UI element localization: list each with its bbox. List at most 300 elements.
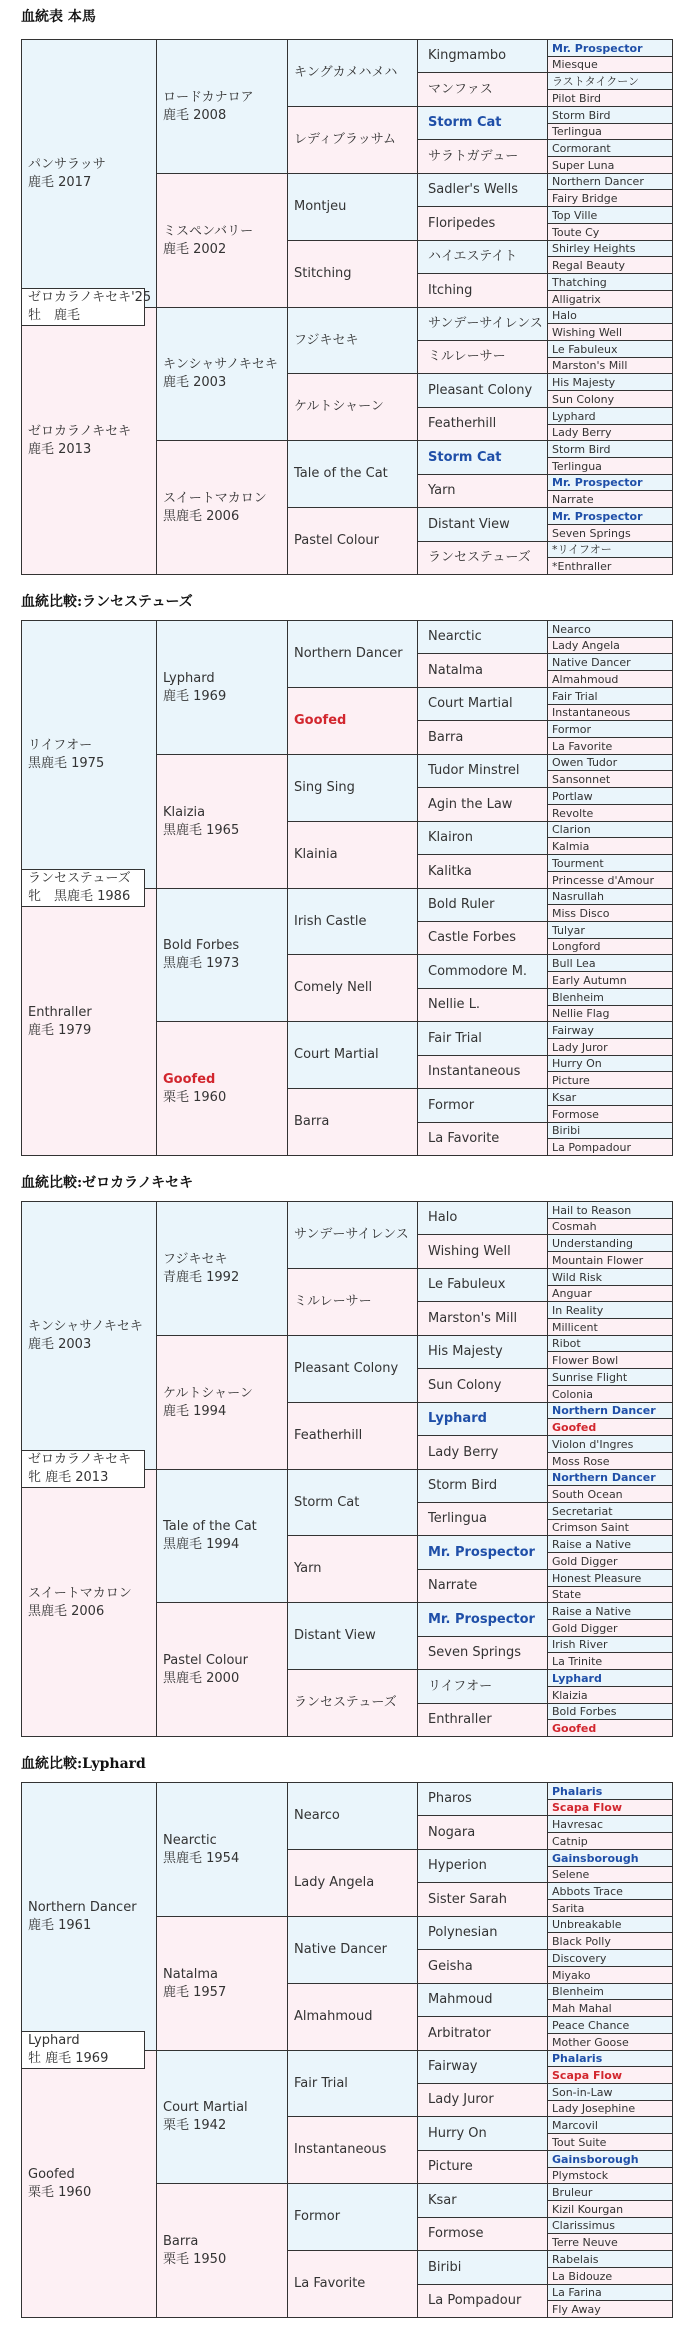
ancestor-cell-gen5[interactable] (547, 1535, 673, 1553)
ancestor-name: Polynesian (428, 1925, 498, 1941)
ancestor-cell-gen5[interactable] (547, 1021, 673, 1039)
ancestor-name: Mr. Prospector (428, 1544, 535, 1560)
ancestor-name: Formor (552, 722, 591, 736)
ancestor-cell-gen5[interactable] (547, 2217, 673, 2234)
ancestor-cell-gen3[interactable] (287, 1335, 418, 1403)
ancestor-cell-gen4[interactable] (417, 1055, 548, 1089)
ancestor-cell-gen4[interactable] (417, 173, 548, 207)
ancestor-cell-gen5[interactable] (547, 1602, 673, 1620)
ancestor-cell-gen5[interactable] (547, 1719, 673, 1737)
ancestor-cell-gen5[interactable] (547, 687, 673, 705)
ancestor-cell-gen5[interactable] (547, 189, 673, 207)
ancestor-cell-gen5[interactable] (547, 156, 673, 174)
ancestor-cell-gen5[interactable] (547, 507, 673, 525)
ancestor-cell-gen1[interactable] (21, 2050, 157, 2318)
ancestor-cell-gen5[interactable] (547, 1218, 673, 1235)
ancestor-cell-gen5[interactable] (547, 2050, 673, 2067)
ancestor-cell-gen2[interactable] (156, 173, 288, 308)
ancestor-cell-gen4[interactable] (417, 1602, 548, 1637)
ancestor-cell-gen5[interactable] (547, 1268, 673, 1286)
ancestor-cell-gen4[interactable] (417, 541, 548, 575)
ancestor-cell-gen4[interactable] (417, 139, 548, 174)
ancestor-cell-gen4[interactable] (417, 373, 548, 408)
ancestor-name: Marcovil (552, 2118, 598, 2132)
ancestor-cell-gen5[interactable] (547, 754, 673, 771)
ancestor-cell-gen5[interactable] (547, 637, 673, 654)
ancestor-cell-gen5[interactable] (547, 1586, 673, 1603)
ancestor-cell-gen5[interactable] (547, 1301, 673, 1319)
ancestor-cell-gen4[interactable] (417, 988, 548, 1022)
ancestor-name: Understanding (552, 1236, 634, 1250)
ancestor-cell-gen3[interactable] (287, 888, 418, 955)
ancestor-cell-gen5[interactable] (547, 904, 673, 922)
ancestor-cell-gen3[interactable] (287, 106, 418, 174)
ancestor-cell-gen3[interactable] (287, 954, 418, 1022)
ancestor-name: Top Ville (552, 208, 598, 222)
ancestor-cell-gen5[interactable] (547, 440, 673, 458)
ancestor-cell-gen5[interactable] (547, 1485, 673, 1503)
ancestor-cell-gen4[interactable] (417, 2284, 548, 2318)
ancestor-cell-gen5[interactable] (547, 557, 673, 575)
ancestor-cell-gen5[interactable] (547, 490, 673, 508)
ancestor-cell-gen5[interactable] (547, 1335, 673, 1352)
ancestor-cell-gen4[interactable] (417, 687, 548, 721)
ancestor-cell-gen5[interactable] (547, 1815, 673, 1833)
ancestor-cell-gen5[interactable] (547, 1351, 673, 1369)
ancestor-cell-gen5[interactable] (547, 1932, 673, 1950)
ancestor-cell-gen5[interactable] (547, 2167, 673, 2184)
ancestor-name: Honest Pleasure (552, 1571, 642, 1585)
ancestor-name: Nasrullah (552, 890, 605, 903)
ancestor-cell-gen1[interactable] (21, 1469, 157, 1737)
ancestor-cell-gen3[interactable] (287, 1201, 418, 1269)
ancestor-cell-gen4[interactable] (417, 1335, 548, 1369)
ancestor-detail: 栗毛 1960 (163, 1089, 227, 1105)
ancestor-cell-gen5[interactable] (547, 1368, 673, 1386)
ancestor-cell-gen5[interactable] (547, 1552, 673, 1570)
ancestor-cell-gen5[interactable] (547, 407, 673, 425)
ancestor-name: サンデーサイレンス (428, 316, 543, 332)
ancestor-cell-gen2[interactable] (156, 2183, 288, 2318)
ancestor-cell-gen5[interactable] (547, 89, 673, 107)
ancestor-cell-gen5[interactable] (547, 1916, 673, 1933)
ancestor-cell-gen5[interactable] (547, 457, 673, 475)
ancestor-cell-gen4[interactable] (417, 854, 548, 889)
ancestor-cell-gen3[interactable] (287, 2116, 418, 2184)
ancestor-cell-gen5[interactable] (547, 1502, 673, 1520)
ancestor-cell-gen5[interactable] (547, 620, 673, 638)
ancestor-cell-gen5[interactable] (547, 1636, 673, 1653)
ancestor-cell-gen5[interactable] (547, 2250, 673, 2268)
ancestor-cell-gen5[interactable] (547, 1799, 673, 1816)
ancestor-cell-gen5[interactable] (547, 1519, 673, 1536)
ancestor-name: Picture (428, 2159, 473, 2175)
ancestor-detail: 鹿毛 2017 (28, 174, 92, 190)
ancestor-name: Gainsborough (552, 1851, 639, 1865)
ancestor-cell-gen5[interactable] (547, 1038, 673, 1056)
ancestor-cell-gen5[interactable] (547, 871, 673, 889)
ancestor-cell-gen3[interactable] (287, 373, 418, 441)
section-title: 血統比較:ゼロカラノキセキ (21, 1175, 194, 1191)
ancestor-name: Seven Springs (428, 1645, 522, 1661)
ancestor-cell-gen5[interactable] (547, 1782, 673, 1800)
ancestor-cell-gen3[interactable] (287, 2250, 418, 2318)
ancestor-cell-gen3[interactable] (287, 1849, 418, 1917)
ancestor-cell-gen2[interactable] (156, 307, 288, 441)
ancestor-cell-gen4[interactable] (417, 2217, 548, 2251)
ancestor-cell-gen2[interactable] (156, 888, 288, 1022)
ancestor-cell-gen3[interactable] (287, 1782, 418, 1850)
ancestor-cell-gen5[interactable] (547, 2133, 673, 2151)
ancestor-cell-gen4[interactable] (417, 821, 548, 855)
ancestor-name: スイートマカロン (163, 490, 267, 506)
ancestor-cell-gen4[interactable] (417, 273, 548, 308)
ancestor-cell-gen3[interactable] (287, 754, 418, 822)
ancestor-cell-gen5[interactable] (547, 921, 673, 939)
ancestor-cell-gen4[interactable] (417, 206, 548, 241)
ancestor-cell-gen4[interactable] (417, 1882, 548, 1917)
ancestor-cell-gen5[interactable] (547, 72, 673, 90)
ancestor-cell-gen4[interactable] (417, 407, 548, 441)
ancestor-cell-gen5[interactable] (547, 290, 673, 308)
ancestor-cell-gen5[interactable] (547, 106, 673, 124)
ancestor-detail: 栗毛 1942 (163, 2118, 227, 2133)
ancestor-cell-gen5[interactable] (547, 340, 673, 358)
ancestor-cell-gen1[interactable] (21, 888, 157, 1156)
ancestor-cell-gen5[interactable] (547, 1251, 673, 1269)
ancestor-name: Goofed (294, 713, 347, 729)
ancestor-cell-gen4[interactable] (417, 106, 548, 140)
ancestor-cell-gen4[interactable] (417, 1983, 548, 2017)
ancestor-cell-gen5[interactable] (547, 357, 673, 374)
ancestor-cell-gen5[interactable] (547, 524, 673, 542)
subject-horse[interactable] (21, 869, 145, 907)
ancestor-name: Goofed (28, 2167, 75, 2183)
ancestor-cell-gen4[interactable] (417, 2016, 548, 2051)
ancestor-cell-gen3[interactable] (287, 1402, 418, 1470)
ancestor-name: Storm Bird (552, 108, 611, 122)
ancestor-cell-gen5[interactable] (547, 1469, 673, 1486)
ancestor-cell-gen5[interactable] (547, 1285, 673, 1302)
ancestor-detail: 栗毛 1950 (163, 2251, 227, 2267)
ancestor-cell-gen5[interactable] (547, 240, 673, 257)
ancestor-cell-gen4[interactable] (417, 888, 548, 922)
subject-horse[interactable] (21, 2031, 145, 2069)
ancestor-cell-gen3[interactable] (287, 1602, 418, 1670)
ancestor-cell-gen5[interactable] (547, 373, 673, 391)
ancestor-cell-gen4[interactable] (417, 1949, 548, 1984)
ancestor-cell-gen4[interactable] (417, 1636, 548, 1670)
ancestor-cell-gen3[interactable] (287, 1088, 418, 1156)
ancestor-cell-gen5[interactable] (547, 1983, 673, 2000)
ancestor-cell-gen4[interactable] (417, 2183, 548, 2218)
ancestor-cell-gen3[interactable] (287, 620, 418, 688)
ancestor-cell-gen5[interactable] (547, 704, 673, 721)
ancestor-cell-gen4[interactable] (417, 1916, 548, 1950)
ancestor-cell-gen5[interactable] (547, 474, 673, 491)
ancestor-name: Early Autumn (552, 973, 627, 987)
ancestor-cell-gen5[interactable] (547, 1385, 673, 1403)
ancestor-name: Revolte (552, 806, 594, 820)
ancestor-cell-gen5[interactable] (547, 1138, 673, 1156)
ancestor-cell-gen3[interactable] (287, 307, 418, 374)
ancestor-cell-gen5[interactable] (547, 2150, 673, 2168)
ancestor-cell-gen5[interactable] (547, 1435, 673, 1453)
ancestor-name: サンデーサイレンス (294, 1227, 409, 1243)
ancestor-cell-gen4[interactable] (417, 474, 548, 508)
ancestor-cell-gen5[interactable] (547, 323, 673, 341)
ancestor-name: Fly Away (552, 2302, 601, 2316)
ancestor-cell-gen5[interactable] (547, 2284, 673, 2301)
ancestor-cell-gen5[interactable] (547, 821, 673, 838)
ancestor-cell-gen5[interactable] (547, 2033, 673, 2051)
ancestor-cell-gen5[interactable] (547, 2300, 673, 2318)
ancestor-cell-gen5[interactable] (547, 1201, 673, 1219)
ancestor-cell-gen5[interactable] (547, 1234, 673, 1252)
ancestor-cell-gen5[interactable] (547, 56, 673, 73)
subject-horse[interactable] (21, 288, 152, 326)
ancestor-name: Irish River (552, 1638, 608, 1651)
ancestor-cell-gen5[interactable] (547, 988, 673, 1006)
ancestor-name: Lady Angela (294, 1875, 375, 1891)
ancestor-cell-gen4[interactable] (417, 1435, 548, 1470)
ancestor-cell-gen5[interactable] (547, 1122, 673, 1139)
ancestor-cell-gen5[interactable] (547, 424, 673, 441)
ancestor-cell-gen5[interactable] (547, 2083, 673, 2101)
ancestor-cell-gen5[interactable] (547, 888, 673, 905)
ancestor-cell-gen5[interactable] (547, 653, 673, 671)
ancestor-cell-gen3[interactable] (287, 1669, 418, 1737)
ancestor-cell-gen4[interactable] (417, 1021, 548, 1056)
ancestor-cell-gen1[interactable] (21, 307, 157, 575)
ancestor-cell-gen5[interactable] (547, 273, 673, 291)
ancestor-name: Mr. Prospector (552, 476, 643, 489)
ancestor-name: Storm Cat (428, 449, 502, 465)
ancestor-cell-gen5[interactable] (547, 1452, 673, 1470)
ancestor-cell-gen5[interactable] (547, 1402, 673, 1419)
ancestor-name: Black Polly (552, 1934, 611, 1948)
ancestor-cell-gen5[interactable] (547, 954, 673, 972)
ancestor-cell-gen5[interactable] (547, 854, 673, 872)
ancestor-detail: 黒鹿毛 1965 (163, 822, 240, 838)
ancestor-cell-gen5[interactable] (547, 1703, 673, 1720)
ancestor-cell-gen1[interactable] (21, 39, 157, 308)
subject-horse[interactable] (21, 1450, 145, 1488)
ancestor-cell-gen5[interactable] (547, 173, 673, 190)
ancestor-cell-gen1[interactable] (21, 620, 157, 889)
ancestor-cell-gen5[interactable] (547, 1418, 673, 1436)
ancestor-cell-gen5[interactable] (547, 1105, 673, 1123)
ancestor-name: Instantaneous (294, 2142, 387, 2158)
ancestor-cell-gen3[interactable] (287, 2050, 418, 2117)
ancestor-cell-gen5[interactable] (547, 737, 673, 755)
ancestor-cell-gen5[interactable] (547, 720, 673, 738)
ancestor-cell-gen5[interactable] (547, 2066, 673, 2084)
ancestor-cell-gen4[interactable] (417, 954, 548, 989)
ancestor-name: Rabelais (552, 2252, 599, 2266)
ancestor-cell-gen5[interactable] (547, 1949, 673, 1967)
ancestor-cell-gen4[interactable] (417, 2083, 548, 2117)
ancestor-cell-gen4[interactable] (417, 787, 548, 822)
ancestor-cell-gen5[interactable] (547, 2200, 673, 2218)
ancestor-cell-gen5[interactable] (547, 1088, 673, 1106)
ancestor-cell-gen5[interactable] (547, 1686, 673, 1704)
ancestor-cell-gen5[interactable] (547, 206, 673, 224)
ancestor-cell-gen5[interactable] (547, 1569, 673, 1587)
ancestor-cell-gen4[interactable] (417, 720, 548, 755)
ancestor-cell-gen4[interactable] (417, 1201, 548, 1235)
ancestor-cell-gen5[interactable] (547, 1966, 673, 1984)
ancestor-cell-gen4[interactable] (417, 507, 548, 542)
ancestor-cell-gen5[interactable] (547, 1071, 673, 1089)
ancestor-cell-gen5[interactable] (547, 256, 673, 274)
ancestor-cell-gen2[interactable] (156, 39, 288, 174)
ancestor-cell-gen5[interactable] (547, 770, 673, 788)
ancestor-cell-gen4[interactable] (417, 1703, 548, 1737)
ancestor-cell-gen3[interactable] (287, 1535, 418, 1603)
ancestor-cell-gen5[interactable] (547, 804, 673, 822)
ancestor-cell-gen4[interactable] (417, 1849, 548, 1883)
ancestor-cell-gen4[interactable] (417, 39, 548, 73)
ancestor-cell-gen2[interactable] (156, 440, 288, 575)
ancestor-cell-gen2[interactable] (156, 1201, 288, 1336)
ancestor-cell-gen5[interactable] (547, 1999, 673, 2017)
ancestor-detail: 鹿毛 1969 (163, 688, 227, 704)
ancestor-cell-gen3[interactable] (287, 507, 418, 575)
ancestor-cell-gen5[interactable] (547, 837, 673, 855)
ancestor-cell-gen3[interactable] (287, 1469, 418, 1536)
ancestor-cell-gen4[interactable] (417, 1569, 548, 1603)
ancestor-cell-gen5[interactable] (547, 938, 673, 955)
ancestor-name: Featherhill (294, 1428, 363, 1444)
ancestor-name: Cosmah (552, 1220, 597, 1233)
ancestor-cell-gen5[interactable] (547, 1882, 673, 1900)
ancestor-cell-gen4[interactable] (417, 2150, 548, 2184)
ancestor-cell-gen3[interactable] (287, 687, 418, 755)
ancestor-cell-gen3[interactable] (287, 39, 418, 107)
ancestor-cell-gen4[interactable] (417, 1502, 548, 1536)
ancestor-cell-gen4[interactable] (417, 1268, 548, 1302)
ancestor-cell-gen3[interactable] (287, 173, 418, 241)
ancestor-name: Picture (552, 1073, 590, 1087)
ancestor-cell-gen3[interactable] (287, 240, 418, 308)
ancestor-cell-gen4[interactable] (417, 1122, 548, 1156)
ancestor-cell-gen4[interactable] (417, 1535, 548, 1570)
ancestor-cell-gen4[interactable] (417, 1088, 548, 1123)
ancestor-cell-gen4[interactable] (417, 620, 548, 654)
ancestor-cell-gen2[interactable] (156, 1335, 288, 1470)
ancestor-cell-gen4[interactable] (417, 1669, 548, 1704)
ancestor-cell-gen5[interactable] (547, 123, 673, 140)
ancestor-cell-gen4[interactable] (417, 1301, 548, 1336)
ancestor-cell-gen5[interactable] (547, 39, 673, 57)
ancestor-cell-gen3[interactable] (287, 1983, 418, 2051)
ancestor-name: Terre Neuve (552, 2235, 618, 2249)
ancestor-cell-gen3[interactable] (287, 821, 418, 889)
ancestor-cell-gen5[interactable] (547, 1866, 673, 1883)
ancestor-cell-gen5[interactable] (547, 2100, 673, 2117)
ancestor-cell-gen2[interactable] (156, 1782, 288, 1917)
ancestor-cell-gen3[interactable] (287, 1021, 418, 1089)
ancestor-cell-gen2[interactable] (156, 1469, 288, 1603)
ancestor-cell-gen5[interactable] (547, 971, 673, 989)
ancestor-cell-gen5[interactable] (547, 223, 673, 241)
ancestor-cell-gen3[interactable] (287, 1916, 418, 1984)
ancestor-name: Kizil Kourgan (552, 2202, 624, 2216)
ancestor-cell-gen5[interactable] (547, 1849, 673, 1867)
ancestor-cell-gen2[interactable] (156, 1916, 288, 2051)
ancestor-cell-gen4[interactable] (417, 2116, 548, 2151)
ancestor-cell-gen5[interactable] (547, 787, 673, 805)
ancestor-cell-gen5[interactable] (547, 541, 673, 558)
ancestor-cell-gen5[interactable] (547, 1832, 673, 1850)
ancestor-cell-gen3[interactable] (287, 2183, 418, 2251)
ancestor-cell-gen4[interactable] (417, 2250, 548, 2285)
ancestor-name: Mr. Prospector (428, 1611, 535, 1627)
ancestor-cell-gen5[interactable] (547, 1652, 673, 1670)
ancestor-cell-gen4[interactable] (417, 1782, 548, 1816)
ancestor-cell-gen2[interactable] (156, 1602, 288, 1737)
ancestor-cell-gen3[interactable] (287, 440, 418, 508)
ancestor-cell-gen5[interactable] (547, 2183, 673, 2201)
ancestor-cell-gen5[interactable] (547, 1899, 673, 1917)
ancestor-cell-gen5[interactable] (547, 2233, 673, 2251)
ancestor-cell-gen5[interactable] (547, 1055, 673, 1072)
ancestor-cell-gen2[interactable] (156, 1021, 288, 1156)
ancestor-cell-gen4[interactable] (417, 340, 548, 374)
ancestor-cell-gen1[interactable] (21, 1782, 157, 2051)
ancestor-detail: 鹿毛 1957 (163, 1984, 227, 2000)
ancestor-cell-gen5[interactable] (547, 1669, 673, 1687)
ancestor-cell-gen4[interactable] (417, 240, 548, 274)
ancestor-cell-gen3[interactable] (287, 1268, 418, 1336)
ancestor-cell-gen4[interactable] (417, 653, 548, 688)
ancestor-cell-gen2[interactable] (156, 754, 288, 889)
ancestor-cell-gen2[interactable] (156, 2050, 288, 2184)
ancestor-name: Miesque (552, 58, 598, 71)
ancestor-cell-gen4[interactable] (417, 1469, 548, 1503)
ancestor-cell-gen4[interactable] (417, 1368, 548, 1403)
ancestor-name: Native Dancer (294, 1942, 387, 1958)
ancestor-cell-gen5[interactable] (547, 1619, 673, 1637)
ancestor-detail: 鹿毛 2003 (163, 375, 227, 390)
ancestor-cell-gen4[interactable] (417, 1815, 548, 1850)
ancestor-name: Gainsborough (552, 2152, 639, 2166)
ancestor-name: Gold Digger (552, 1554, 618, 1568)
ancestor-cell-gen4[interactable] (417, 754, 548, 788)
ancestor-cell-gen4[interactable] (417, 307, 548, 341)
ancestor-cell-gen5[interactable] (547, 2116, 673, 2134)
ancestor-cell-gen5[interactable] (547, 1005, 673, 1022)
ancestor-cell-gen5[interactable] (547, 307, 673, 324)
ancestor-cell-gen4[interactable] (417, 440, 548, 475)
ancestor-name: *リイフオー (552, 543, 612, 556)
ancestor-cell-gen4[interactable] (417, 2050, 548, 2084)
ancestor-cell-gen5[interactable] (547, 2016, 673, 2034)
ancestor-cell-gen5[interactable] (547, 2267, 673, 2285)
ancestor-cell-gen5[interactable] (547, 390, 673, 408)
ancestor-cell-gen1[interactable] (21, 1201, 157, 1470)
ancestor-cell-gen4[interactable] (417, 921, 548, 955)
ancestor-cell-gen4[interactable] (417, 1402, 548, 1436)
ancestor-cell-gen5[interactable] (547, 139, 673, 157)
ancestor-cell-gen5[interactable] (547, 670, 673, 688)
ancestor-cell-gen4[interactable] (417, 1234, 548, 1269)
ancestor-cell-gen5[interactable] (547, 1318, 673, 1336)
ancestor-cell-gen2[interactable] (156, 620, 288, 755)
ancestor-cell-gen4[interactable] (417, 72, 548, 107)
ancestor-name: Lyphard (428, 1411, 487, 1427)
